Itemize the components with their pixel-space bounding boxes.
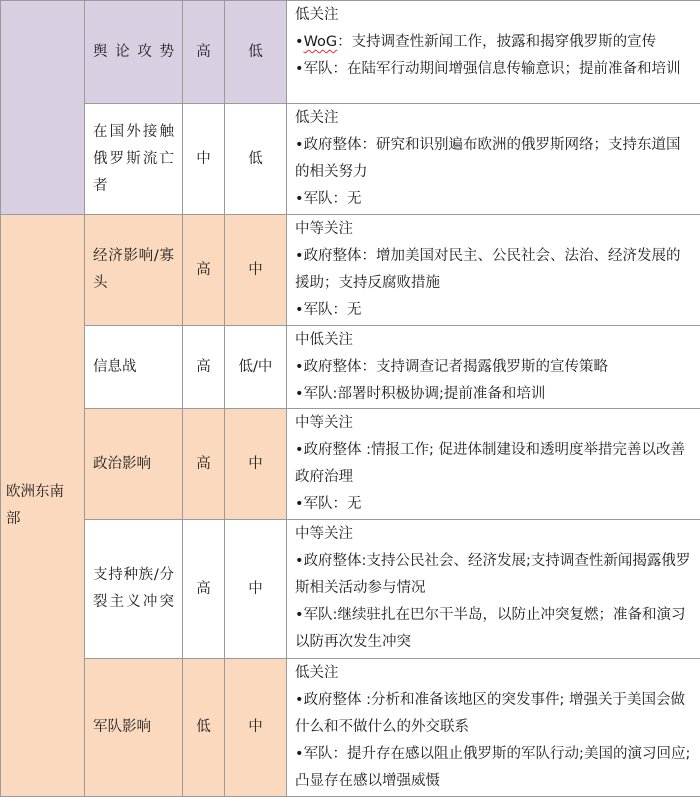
table-row <box>1 326 700 409</box>
table-row <box>1 409 700 520</box>
response-line <box>295 381 694 408</box>
table-row <box>1 520 700 659</box>
bullet: • <box>295 607 304 623</box>
priority-cell: 中 <box>225 659 287 797</box>
bullet: • <box>295 137 304 153</box>
priority-cell: 中 <box>225 409 287 520</box>
response-detail-cell <box>287 1 700 104</box>
response-text: 军队：在陆军行动期间增强信息传输意识；提前准备和培训 <box>304 61 681 77</box>
response-line <box>295 602 694 656</box>
threat-level-cell: 高 <box>183 215 225 326</box>
bullet: • <box>295 359 304 375</box>
table-row <box>1 104 700 215</box>
threat-level-cell: 高 <box>183 520 225 659</box>
response-detail-cell <box>287 326 700 409</box>
priority-cell: 低 <box>225 1 287 104</box>
threat-level-cell: 高 <box>183 1 225 104</box>
table-row <box>1 215 700 326</box>
response-detail-cell <box>287 409 700 520</box>
concern-level: 低关注 <box>295 105 694 132</box>
response-line <box>295 243 694 297</box>
threat-name-cell: 经济影响/寡头 <box>85 215 183 326</box>
response-line <box>295 687 694 741</box>
wog-abbreviation: WoG <box>304 34 338 50</box>
response-text: 政府整体 :情报工作; 促进体制建设和透明度举措完善以改善政府治理 <box>295 442 685 485</box>
threat-level-cell: 中 <box>183 104 225 215</box>
response-line <box>295 186 694 213</box>
bullet: • <box>295 692 304 708</box>
concern-level: 中低关注 <box>295 327 694 354</box>
response-line <box>295 132 694 186</box>
concern-level: 低关注 <box>295 660 694 687</box>
response-text: 军队：无 <box>304 302 362 318</box>
response-text: 政府整体:支持公民社会、经济发展;支持调查性新闻揭露俄罗斯相关活动参与情况 <box>295 553 690 596</box>
response-line <box>295 491 694 518</box>
bullet: • <box>295 746 304 762</box>
response-line <box>295 437 694 491</box>
bullet: • <box>295 496 304 512</box>
response-line <box>295 741 694 795</box>
threat-name-cell: 政治影响 <box>85 409 183 520</box>
threat-name-cell: 在国外接触俄罗斯流亡者 <box>85 104 183 215</box>
table-row <box>1 1 700 104</box>
bullet: • <box>295 248 304 264</box>
concern-level: 中等关注 <box>295 216 694 243</box>
response-text: 军队:部署时积极协调;提前准备和培训 <box>304 386 546 402</box>
priority-cell: 中 <box>225 215 287 326</box>
response-detail-cell <box>287 520 700 659</box>
bullet: • <box>295 386 304 402</box>
priority-cell: 低/中 <box>225 326 287 409</box>
concern-level: 中等关注 <box>295 410 694 437</box>
threat-name-cell: 军队影响 <box>85 659 183 797</box>
response-text: 军队：无 <box>304 496 362 512</box>
bullet: • <box>295 191 304 207</box>
response-detail-cell <box>287 659 700 797</box>
bullet: • <box>295 553 304 569</box>
response-text: 军队：无 <box>304 191 362 207</box>
response-line <box>295 56 694 83</box>
threat-level-cell: 高 <box>183 326 225 409</box>
response-detail-cell <box>287 104 700 215</box>
response-text: 军队：提升存在感以阻止俄罗斯的军队行动;美国的演习回应;凸显存在感以增强威慑 <box>295 746 690 789</box>
response-text: ：支持调查性新闻工作，披露和揭穿俄罗斯的宣传 <box>337 34 656 50</box>
response-line <box>295 29 694 56</box>
response-line <box>295 548 694 602</box>
response-line <box>295 354 694 381</box>
bullet: • <box>295 302 304 318</box>
response-text: 政府整体：增加美国对民主、公民社会、法治、经济发展的援助；支持反腐败措施 <box>295 248 681 291</box>
threat-name-cell: 舆论攻势 <box>85 1 183 104</box>
response-text: 政府整体 :分析和准备该地区的突发事件; 增强关于美国会做什么和不做什么的外交联系 <box>295 692 685 735</box>
region-cell-blank <box>1 1 85 215</box>
table-row <box>1 659 700 797</box>
response-text: 军队:继续驻扎在巴尔干半岛，以防止冲突复燃；准备和演习以防再次发生冲突 <box>295 607 685 650</box>
bullet: • <box>295 442 304 458</box>
threat-level-cell: 高 <box>183 409 225 520</box>
response-line <box>295 297 694 324</box>
threat-level-cell: 低 <box>183 659 225 797</box>
concern-level: 低关注 <box>295 2 694 29</box>
threat-name-cell: 信息战 <box>85 326 183 409</box>
response-text: 政府整体：支持调查记者揭露俄罗斯的宣传策略 <box>304 359 609 375</box>
response-text: 政府整体：研究和识别遍布欧洲的俄罗斯网络；支持东道国的相关努力 <box>295 137 681 180</box>
region-cell: 欧洲东南部 <box>1 215 85 797</box>
bullet: • <box>295 34 304 50</box>
response-detail-cell <box>287 215 700 326</box>
threat-name-cell: 支持种族/分裂主义冲突 <box>85 520 183 659</box>
priority-cell: 中 <box>225 520 287 659</box>
bullet: • <box>295 61 304 77</box>
concern-level: 中等关注 <box>295 521 694 548</box>
priority-cell: 低 <box>225 104 287 215</box>
